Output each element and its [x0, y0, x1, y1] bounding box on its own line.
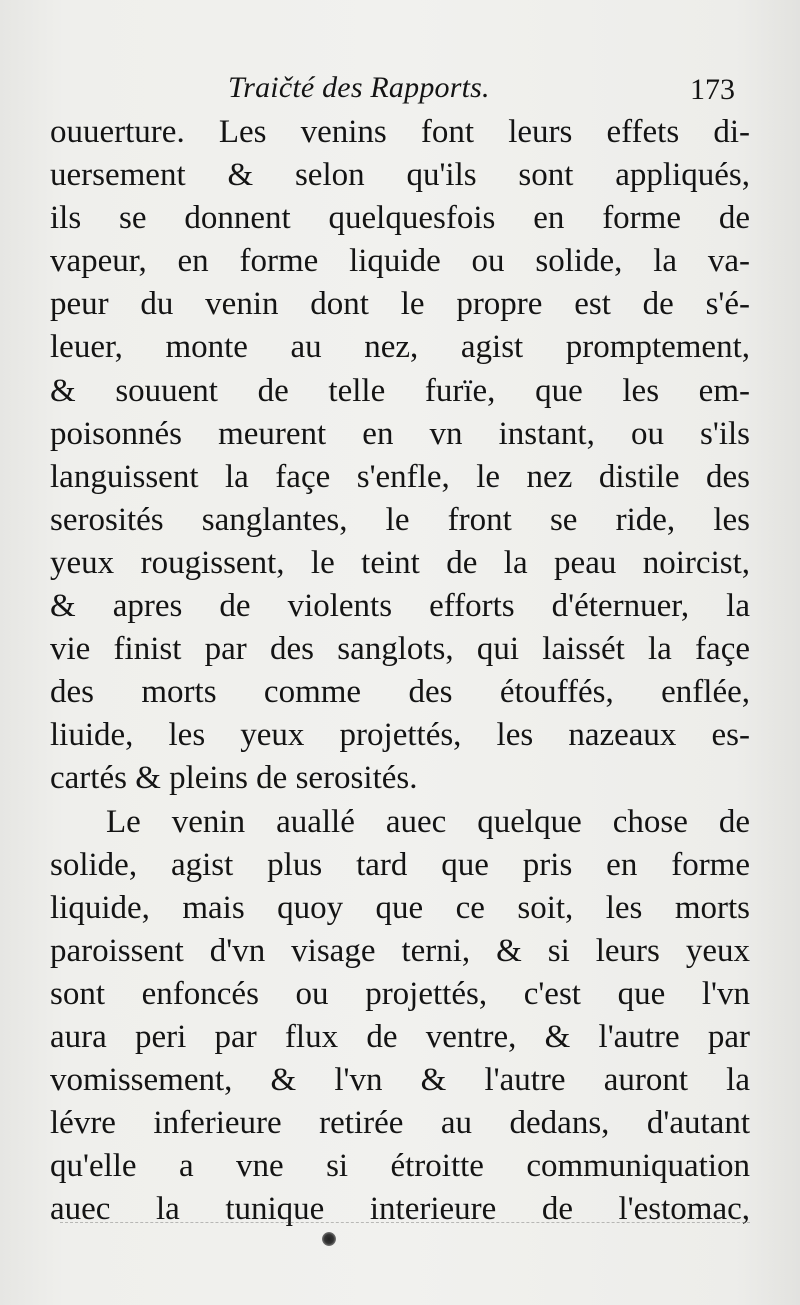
text-line: qu'elle a vne si étroitte communiquation: [50, 1148, 750, 1185]
text-line: paroissent d'vn visage terni, & si leurs yeux: [50, 932, 750, 969]
text-line: ouuerture. Les venins font leurs effets di-: [50, 114, 750, 150]
text-line: yeux rougissent, le teint de la peau noircist,: [50, 544, 750, 581]
bottom-rule: [60, 1222, 750, 1223]
text-line: liuide, les yeux projettés, les nazeaux es-: [50, 717, 750, 754]
page-header: [0, 66, 800, 110]
text-line: Le venin auallé auec quelque chose de: [106, 803, 750, 840]
ornament-dot-icon: [322, 1232, 336, 1246]
text-line: uersement & selon qu'ils sont appliqués,: [50, 157, 750, 194]
text-line: sont enfoncés ou projettés, c'est que l'vn: [50, 975, 750, 1012]
text-line: aura peri par flux de ventre, & l'autre par: [50, 1018, 750, 1055]
text-line: liquide, mais quoy que ce soit, les morts: [50, 889, 750, 926]
text-line: ils se donnent quelquesfois en forme de: [50, 200, 750, 237]
text-line: vomissement, & l'vn & l'autre auront la: [50, 1062, 750, 1099]
text-line: & souuent de telle furïe, que les em-: [50, 372, 750, 409]
body-text: [50, 111, 750, 1231]
text-line: solide, agist plus tard que pris en forme: [50, 846, 750, 883]
text-line: leuer, monte au nez, agist promptement,: [50, 329, 750, 366]
page-number: 173: [690, 73, 735, 106]
text-line: des morts comme des étouffés, enflée,: [50, 674, 750, 711]
text-line: & apres de violents efforts d'éternuer, la: [50, 588, 750, 625]
text-line: vapeur, en forme liquide ou solide, la va-: [50, 243, 750, 280]
text-line: auec la tunique interieure de l'estomac,: [50, 1191, 750, 1228]
text-line: serosités sanglantes, le front se ride, les: [50, 501, 750, 538]
text-line: cartés & pleins de serosités.: [50, 760, 418, 797]
text-line: lévre inferieure retirée au dedans, d'autant: [50, 1105, 750, 1142]
text-line: peur du venin dont le propre est de s'é-: [50, 286, 750, 323]
text-line: vie finist par des sanglots, qui laissét la façe: [50, 631, 750, 668]
text-line: poisonnés meurent en vn instant, ou s'ils: [50, 415, 750, 452]
text-line: languissent la façe s'enfle, le nez distile des: [50, 458, 750, 495]
running-title: Traičté des Rapports.: [228, 71, 490, 104]
